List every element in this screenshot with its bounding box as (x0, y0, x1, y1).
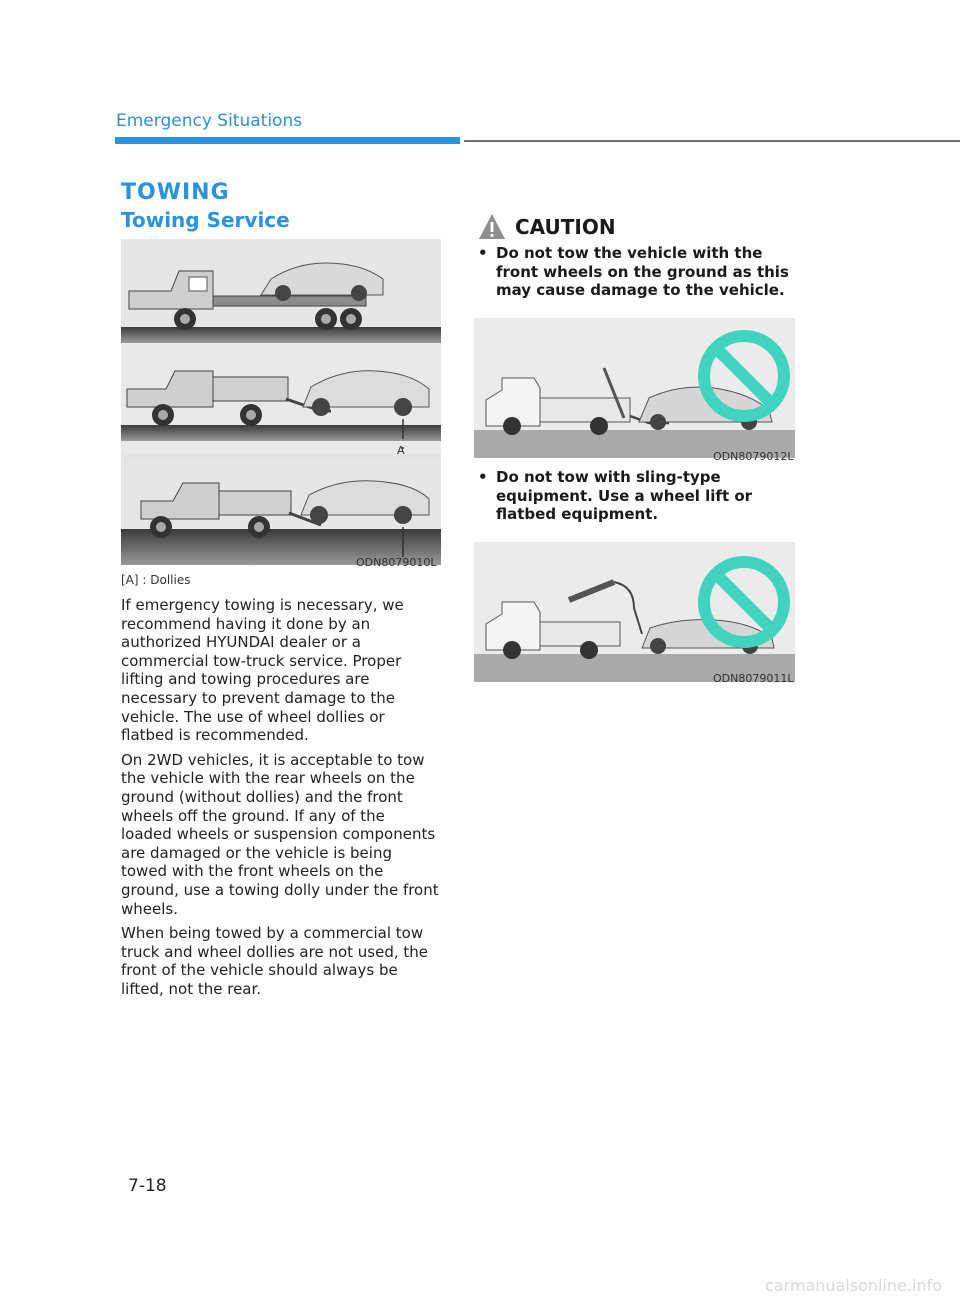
header-rule-accent (115, 137, 460, 144)
section-label: Emergency Situations (116, 111, 303, 131)
page-title: TOWING (121, 180, 230, 205)
paragraph-3: When being towed by a commercial tow truck and wheel dollies are not used, the front of the vehicle should always be lifted, not the rear. (121, 924, 429, 998)
wrong-sling-towing-illustration (474, 542, 795, 682)
caution-bullet-1 (478, 244, 798, 300)
paragraph-2: On 2WD vehicles, it is acceptable to tow the vehicle with the rear wheels on the ground (without dollies) and the front wheels off the ground. If any of the loaded wheels or suspension components are damaged or the vehicle is being towed with the front wheels on the ground, use a towing dolly under the front wheels. (121, 750, 439, 918)
towing-methods-illustration (121, 239, 441, 565)
bullet-icon: • (478, 244, 488, 262)
header-rule (464, 140, 960, 142)
footer-watermark[interactable]: carmanualsonline.info (764, 1276, 942, 1295)
caution-heading (477, 211, 616, 243)
body-text (121, 596, 439, 1004)
page-number: 7-18 (128, 1176, 167, 1196)
wrong-towing-front-wheels-illustration (474, 318, 795, 458)
caution-bullet-1-text: Do not tow the vehicle with the front wheels on the ground as this may cause damage to the vehicle. (496, 244, 789, 300)
caution-bullet-2 (478, 468, 798, 524)
bullet-icon: • (478, 468, 488, 486)
paragraph-1: If emergency towing is necessary, we recommend having it done by an authorized HYUNDAI dealer or a commercial tow-truck service. Proper lifting and towing procedures are necessary to prevent damage to the vehicle. The use of wheel dollies or flatbed is recommended. (121, 596, 404, 745)
figure-code: ODN8079011L (713, 672, 794, 685)
figure-code: ODN8079010L (356, 556, 437, 569)
warning-icon (477, 212, 507, 242)
caution-bullet-2-text: Do not tow with sling-type equipment. Use a wheel lift or flatbed equipment. (496, 468, 753, 524)
dollies-marker-a: A (397, 444, 405, 457)
section-subtitle: Towing Service (121, 208, 290, 232)
figure-caption: [A] : Dollies (121, 573, 191, 587)
figure-code: ODN8079012L (713, 450, 794, 463)
caution-label: CAUTION (515, 215, 616, 239)
